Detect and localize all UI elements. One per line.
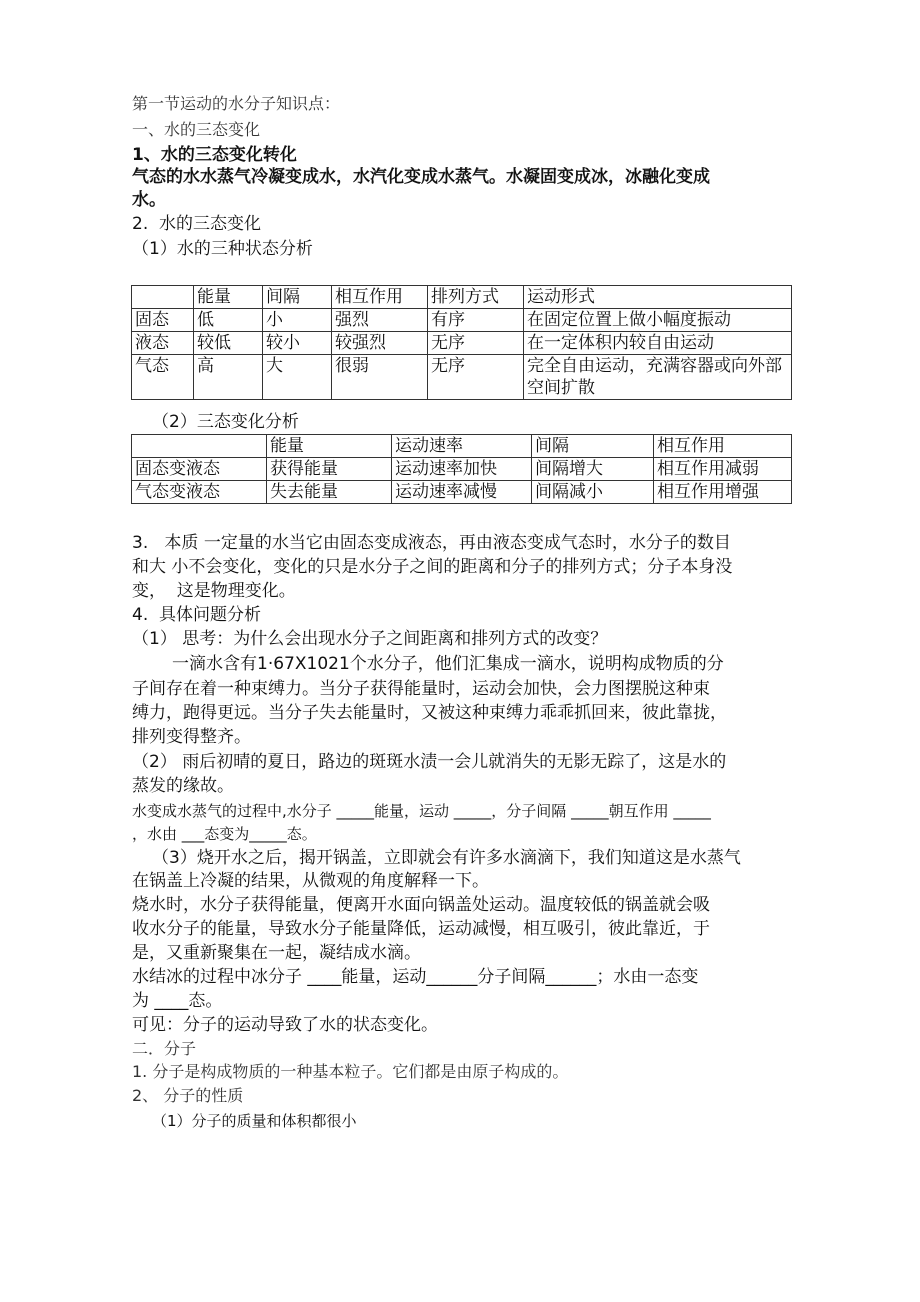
paragraph-line: 是，又重新聚集在一起，凝结成水滴。 (132, 943, 421, 963)
property-line: （1）分子的质量和体积都很小 (152, 1112, 357, 1130)
table-cell: 运动形式 (524, 286, 792, 309)
paragraph-line: 缚力，跑得更远。当分子失去能量时，又被这种束缚力乖乖抓回来，彼此靠拢， (132, 703, 727, 723)
table-cell: 低 (194, 309, 263, 332)
table-cell: 相互作用 (654, 435, 792, 458)
table-cell: 间隔减小 (532, 481, 654, 504)
table-row (132, 309, 792, 332)
table-cell: 较小 (263, 332, 332, 355)
table-cell: 相互作用增强 (654, 481, 792, 504)
table-cell: 运动速率加快 (392, 458, 532, 481)
subheading-state-analysis: （1）水的三种状态分析 (132, 239, 313, 259)
table-cell: 无序 (428, 355, 524, 400)
table-cell (132, 286, 194, 309)
table-cell: 获得能量 (267, 458, 392, 481)
table-cell: 很弱 (332, 355, 428, 400)
table-cell: 相互作用减弱 (654, 458, 792, 481)
section-title: 第一节运动的水分子知识点： (132, 94, 341, 113)
table-cell: 气态变液态 (132, 481, 267, 504)
subheading-three-states: 2. 水的三态变化 (132, 214, 262, 234)
table-cell: 失去能量 (267, 481, 392, 504)
subheading-change-analysis: （2）三态变化分析 (152, 412, 299, 432)
table-cell: 固态 (132, 309, 194, 332)
table-cell: 能量 (267, 435, 392, 458)
subheading-conversion: 1、水的三态变化转化 (132, 145, 297, 165)
table-cell: 固态变液态 (132, 458, 267, 481)
table-cell: 大 (263, 355, 332, 400)
fill-blank-line: 水结冰的过程中冰分子 ____能量，运动______分子间隔______；水由一态变 (132, 967, 699, 987)
table-cell (132, 435, 267, 458)
paragraph-line: 气态的水水蒸气冷凝变成水，水汽化变成水蒸气。水凝固变成冰，冰融化变成 (132, 167, 710, 187)
paragraph-line: 1. 分子是构成物质的一种基本粒子。它们都是由原子构成的。 (132, 1062, 569, 1081)
paragraph-line: 变， 这是物理变化。 (132, 581, 296, 601)
table-cell: 排列方式 (428, 286, 524, 309)
paragraph-line: 水。 (132, 190, 166, 210)
table-cell: 气态 (132, 355, 194, 400)
changes-table (131, 434, 792, 504)
paragraph-line: 排列变得整齐。 (132, 727, 251, 747)
subheading-problem-analysis: 4. 具体问题分析 (132, 605, 262, 625)
heading-three-states: 一、水的三态变化 (132, 120, 261, 139)
table-cell: 间隔增大 (532, 458, 654, 481)
table-cell: 液态 (132, 332, 194, 355)
table-row (132, 458, 792, 481)
conclusion-line: 可见：分子的运动导致了水的状态变化。 (132, 1015, 438, 1035)
paragraph-line: 蒸发的缘故。 (132, 776, 234, 796)
states-table (131, 285, 792, 400)
question-line: （1） 思考：为什么会出现水分子之间距离和排列方式的改变？ (132, 629, 608, 649)
table-cell: 能量 (194, 286, 263, 309)
paragraph-line: 和大 小不会变化，变化的只是水分子之间的距离和分子的排列方式；分子本身没 (132, 557, 733, 577)
table-cell: 较低 (194, 332, 263, 355)
paragraph-line: 在锅盖上冷凝的结果，从微观的角度解释一下。 (132, 871, 489, 891)
question-line: （3）烧开水之后，揭开锅盖，立即就会有许多水滴滴下，我们知道这是水蒸气 (152, 848, 741, 868)
table-cell: 完全自由运动，充满容器或向外部空间扩散 (524, 355, 792, 400)
fill-blank-line: ，水由 ___态变为_____态。 (132, 825, 317, 843)
table-cell: 无序 (428, 332, 524, 355)
fill-blank-line: 水变成水蒸气的过程中,水分子 _____能量，运动 _____，分子间隔 _____朝互作用 _____ (132, 802, 711, 820)
table-row (132, 332, 792, 355)
table-cell: 运动速率 (392, 435, 532, 458)
heading-molecules: 二．分子 (132, 1039, 197, 1058)
paragraph-line: 收水分子的能量，导致水分子能量降低，运动减慢，相互吸引，彼此靠近，于 (132, 919, 710, 939)
table-cell: 较强烈 (332, 332, 428, 355)
question-line: （2） 雨后初晴的夏日，路边的斑斑水渍一会儿就消失的无影无踪了，这是水的 (132, 752, 727, 772)
table-cell: 间隔 (532, 435, 654, 458)
table-cell: 运动速率减慢 (392, 481, 532, 504)
table-cell: 间隔 (263, 286, 332, 309)
table-row (132, 355, 792, 400)
paragraph-line: 3. 本质 一定量的水当它由固态变成液态，再由液态变成气态时，水分子的数目 (132, 533, 731, 553)
fill-blank-line: 为 ____态。 (132, 991, 223, 1011)
table-cell: 在一定体积内较自由运动 (524, 332, 792, 355)
paragraph-line: 一滴水含有1·67X1021个水分子，他们汇集成一滴水，说明构成物质的分 (172, 654, 724, 674)
table-cell: 有序 (428, 309, 524, 332)
table-cell: 在固定位置上做小幅度振动 (524, 309, 792, 332)
table-cell: 相互作用 (332, 286, 428, 309)
table-cell: 小 (263, 309, 332, 332)
table-header-row (132, 435, 792, 458)
paragraph-line: 烧水时，水分子获得能量，便离开水面向锅盖处运动。温度较低的锅盖就会吸 (132, 895, 710, 915)
table-cell: 高 (194, 355, 263, 400)
paragraph-line: 子间存在着一种束缚力。当分子获得能量时，运动会加快，会力图摆脱这种束 (132, 679, 710, 699)
table-cell: 强烈 (332, 309, 428, 332)
subheading-properties: 2、 分子的性质 (132, 1086, 244, 1105)
table-row (132, 481, 792, 504)
table-header-row (132, 286, 792, 309)
